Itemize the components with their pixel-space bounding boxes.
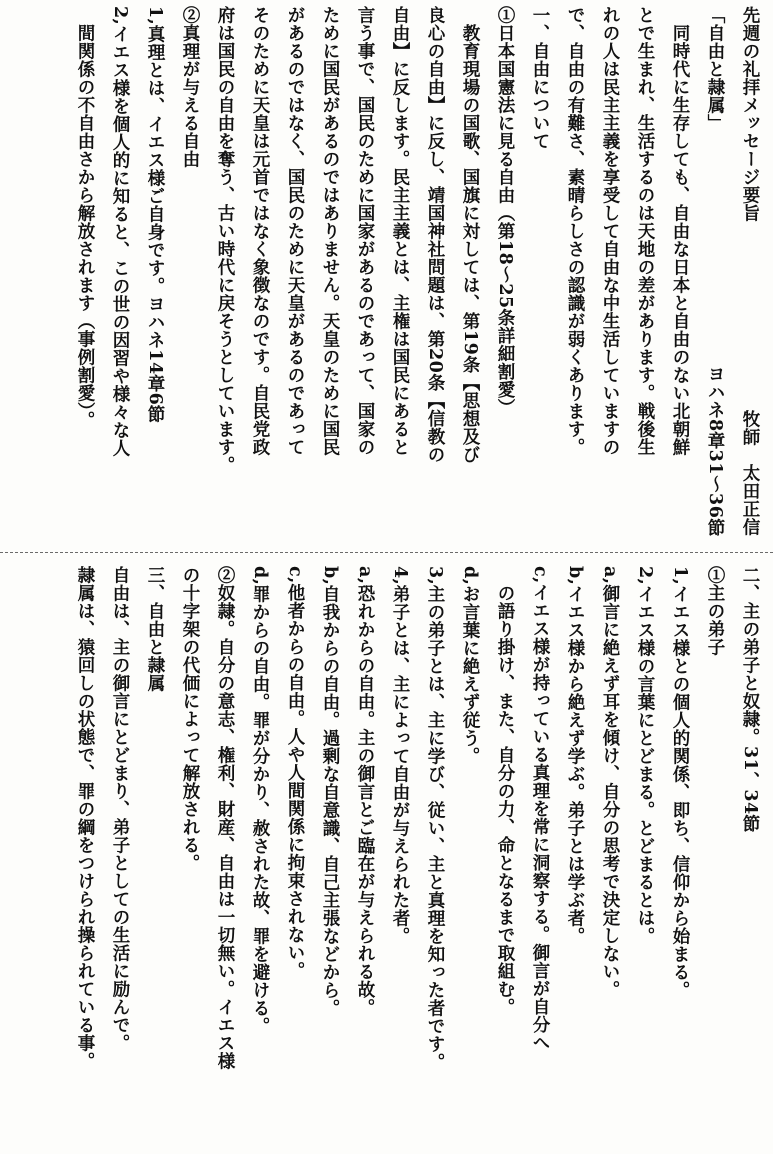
- page-title: 先週の礼拝メッセージ要旨: [740, 6, 760, 222]
- list-item: 1,イエス様との個人的関係、即ち、信仰から始まる。: [670, 566, 690, 1000]
- section-heading: 三、自由と隷属: [145, 566, 165, 692]
- list-item: 3,主の弟子とは、主に学び、従い、主と真理を知った者です。: [425, 566, 445, 1072]
- list-item: d,お言葉に絶えず従う。: [460, 566, 480, 766]
- subsection-heading: ②真理が与える自由: [180, 6, 200, 168]
- body-line: 教育現場の国歌、国旗に対しては、第19条【思想及び: [460, 23, 480, 463]
- list-item: 2,イエス様を個人的に知ると、この世の因習や様々な人: [110, 6, 130, 458]
- intro-line: とで生まれ、生活するのは天地の差があります。戦後生: [635, 6, 655, 456]
- intro-line: で、自由の有難さ、素晴らしさの認識が弱くあります。: [565, 6, 585, 456]
- subtitle-line: [697, 6, 732, 546]
- bottom-half: [0, 566, 773, 1150]
- sermon-title: 「自由と隷属」: [705, 6, 725, 132]
- list-item: d,罪からの自由。罪が分かり、赦された故、罪を避ける。: [250, 566, 270, 1036]
- body-line: 良心の自由】に反し、靖国神社問題は、第20条【信教の: [425, 6, 445, 464]
- list-item: 間関係の不自由さから解放されます（事例割愛）。: [75, 23, 95, 429]
- title-line: [732, 6, 767, 546]
- subsection-heading: ①日本国憲法に見る自由（第18～25条詳細割愛）: [495, 6, 515, 417]
- list-item: の十字架の代価によって解放される。: [180, 566, 200, 872]
- subsection-heading: ①主の弟子: [705, 566, 725, 656]
- intro-line: れの人は民主主義を享受して自由な中生活していますの: [600, 6, 620, 456]
- list-item: c,他者からの自由。人や人間関係に拘束されない。: [285, 566, 305, 980]
- body-line: ために国民があるのではありません。天皇のために国民: [320, 6, 340, 456]
- list-item: 4,弟子とは、主によって自由が与えられた者。: [390, 566, 410, 946]
- body-line: があるのではなく、国民のために天皇があるのであって: [285, 6, 305, 456]
- body-line: そのために天皇は元首ではなく象徴なのです。自民党政: [250, 6, 270, 456]
- section-heading: 一、自由について: [530, 6, 550, 150]
- section-divider: [0, 552, 773, 553]
- list-item: c,イエス様が持っている真理を常に洞察する。御言が自分へ: [530, 566, 550, 1052]
- top-half: [0, 6, 773, 546]
- scripture-reference: ヨハネ8章31～36節: [705, 364, 725, 536]
- list-item: a,恐れからの自由。主の御言とご臨在が与えられる故。: [355, 566, 375, 1017]
- list-item: b,自我からの自由。過剰な自意識、自己主張などから。: [320, 566, 340, 1018]
- intro-line: 同時代に生存しても、自由な日本と自由のない北朝鮮: [670, 23, 690, 456]
- list-item: 1,真理とは、イエス様ご自身です。ヨハネ14章6節: [145, 6, 165, 424]
- list-item: 2,イエス様の言葉にとどまる。とどまるとは。: [635, 566, 655, 946]
- list-item: b,イエス様から絶えず学ぶ。弟子とは学ぶ者。: [565, 566, 585, 946]
- list-item: の語り掛け、また、自分の力、命となるまで取組む。: [495, 583, 515, 1016]
- subsection-heading: ②奴隷。自分の意志、権利、財産、自由は一切無い。イエス様: [215, 566, 235, 1070]
- closing-line: 自由は、主の御言にとどまり、弟子としての生活に励んで。: [110, 566, 130, 1052]
- list-item: a,御言に絶えず耳を傾け、自分の思考で決定しない。: [600, 566, 620, 999]
- closing-line: 隷属は、猿回しの状態で、罪の綱をつけられ操られている事。: [75, 566, 95, 1070]
- body-line: 自由】に反します。民主主義とは、主権は国民にあると: [390, 6, 410, 456]
- body-line: 言う事で、国民のために国家があるのであって、国家の: [355, 6, 375, 456]
- section-heading: 二、主の弟子と奴隷。31、34節: [740, 566, 760, 833]
- body-line: 府は国民の自由を奪う、古い時代に戻そうとしています。: [215, 6, 235, 474]
- pastor-name: 牧師 太田正信: [740, 410, 760, 536]
